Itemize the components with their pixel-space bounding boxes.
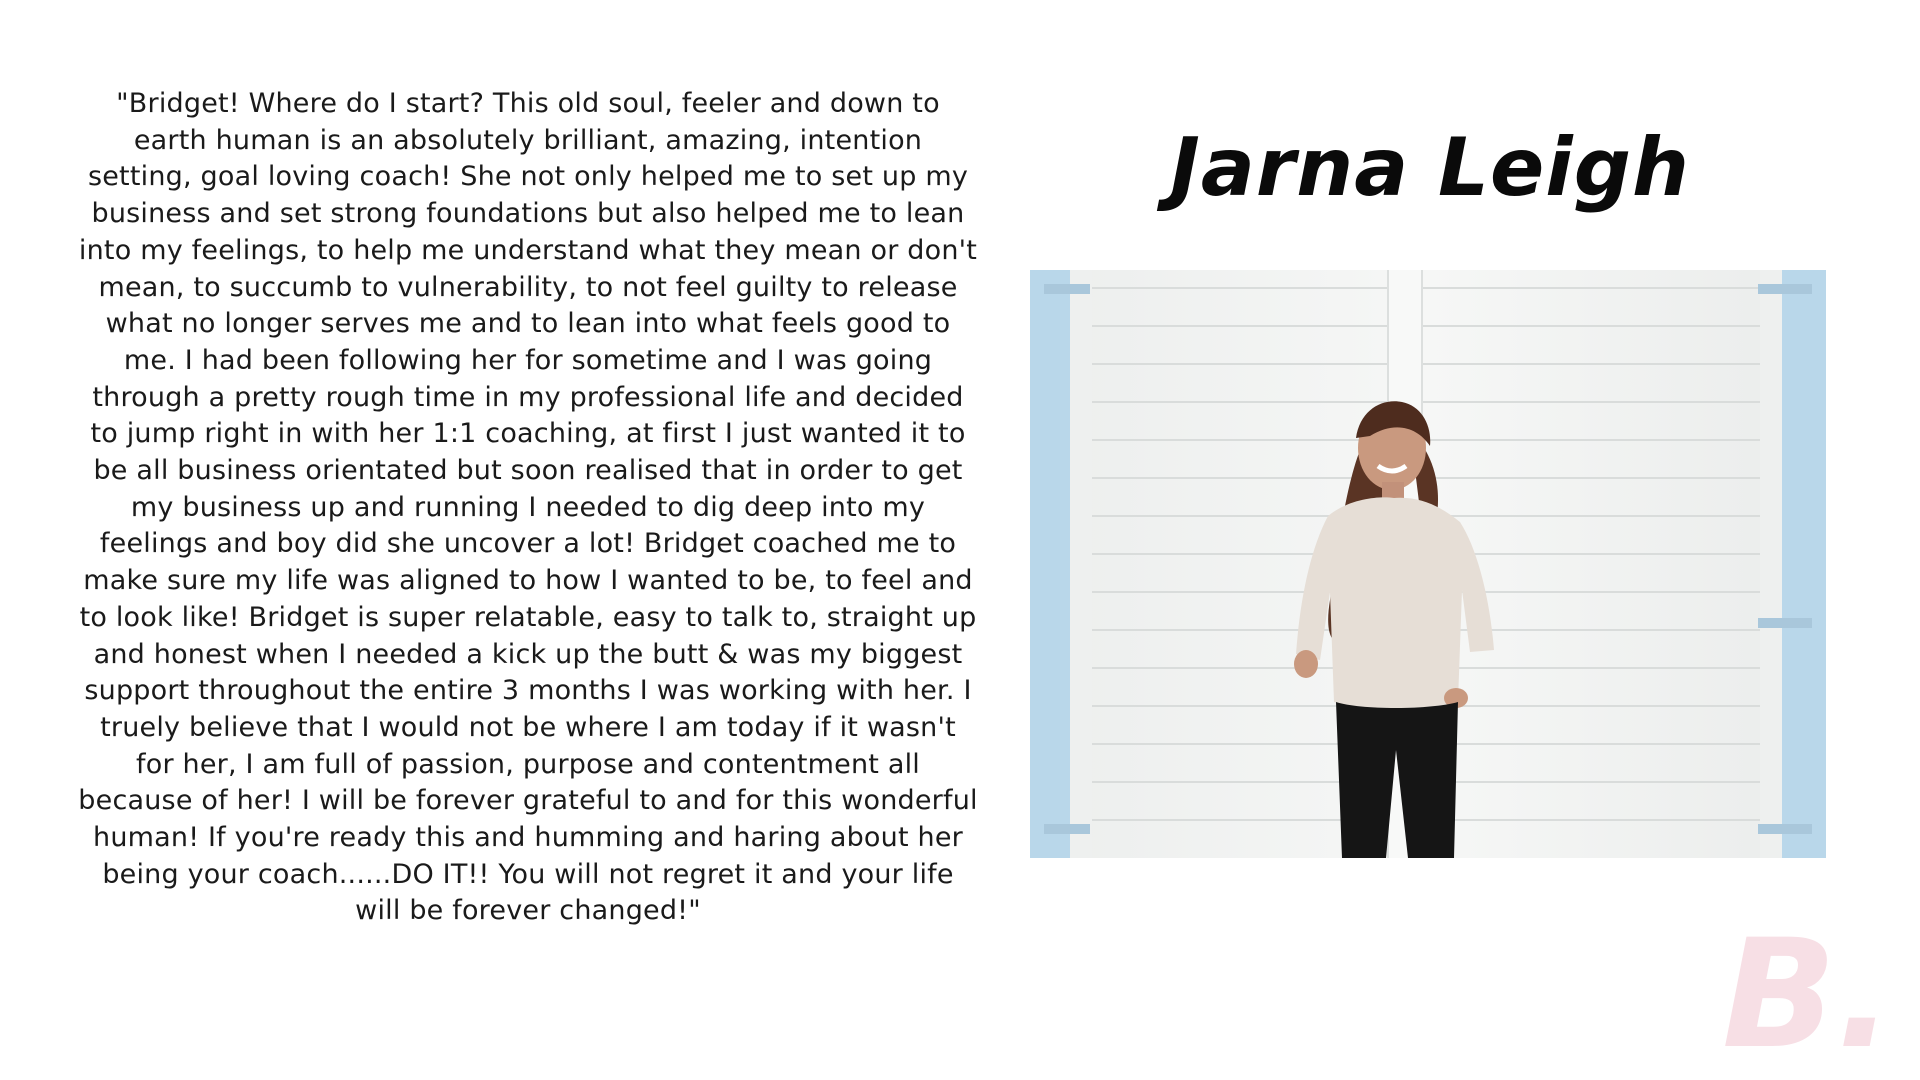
- brand-logo-letter: B.: [1722, 918, 1894, 1058]
- brand-logo-mark: [1722, 918, 1902, 1058]
- right-blue-shutter: [1782, 270, 1826, 858]
- testimonial-quote: "Bridget! Where do I start? This old soul, feeler and down to earth human is an absolutely brilliant, amazing, intention setting, goal loving coach! She not only helped me to set up my business and set strong foundations but also helped me to lean into my feelings, to help me understand what they mean or don't mean, to succumb to vulnerability, to not feel guilty to release what no longer serves me and to lean into what feels good to me. I had been following her for sometime and I was going through a pretty rough time in my professional life and decided to jump right in with her 1:1 coaching, at first I just wanted it to be all business orientated but soon realised that in order to get my business up and running I needed to dig deep into my feelings and boy did she uncover a lot! Bridget coached me to make sure my life was aligned to how I wanted to be, to feel and to look like! Bridget is super relatable, easy to talk to, straight up and honest when I needed a kick up the butt & was my biggest support throughout the entire 3 months I was working with her. I truely believe that I would not be where I am today if it wasn't for her, I am full of passion, purpose and contentment all because of her! I will be forever grateful to and for this wonderful human! If you're ready this and humming and haring about her being your coach......DO IT!! You will not regret it and your life will be forever changed!": [78, 88, 978, 927]
- client-photo-illustration: [1030, 270, 1826, 858]
- brand-logo: [1722, 918, 1902, 1058]
- client-name: Jarna Leigh: [1170, 121, 1690, 214]
- client-photo: [1030, 270, 1826, 858]
- left-blue-shutter: [1030, 270, 1070, 858]
